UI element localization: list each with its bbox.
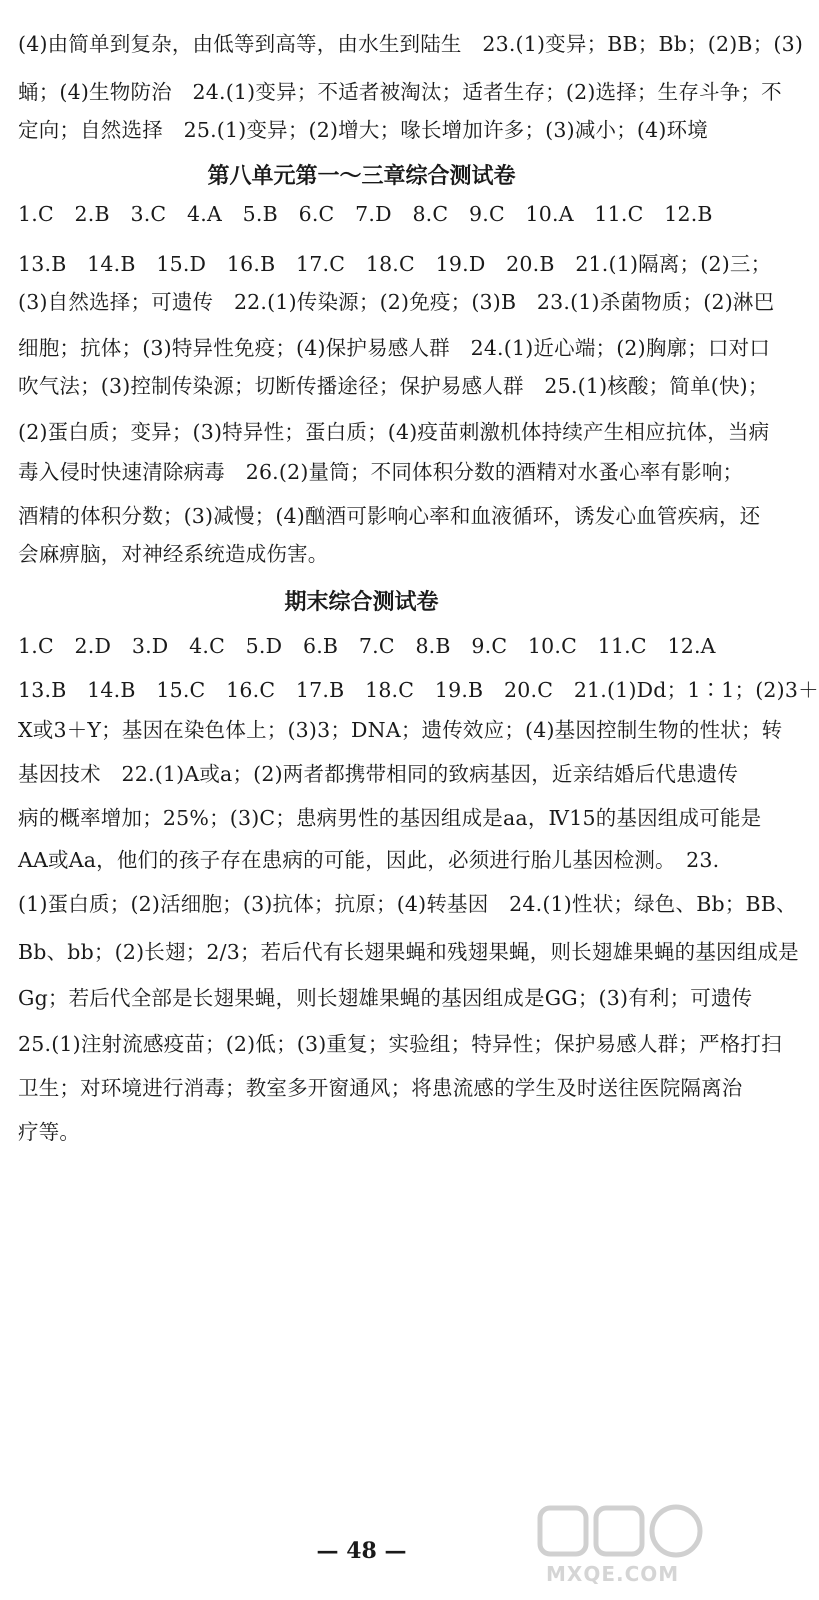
page-number: — 48 — <box>316 1538 407 1564</box>
answer-line: Gg；若后代全部是长翅果蝇，则长翅雄果蝇的基因组成是GG；(3)有利；可遗传 <box>18 986 753 1010</box>
answer-line: 吹气法；(3)控制传染源；切断传播途径；保护易感人群 25.(1)核酸；简单(快)； <box>18 374 769 398</box>
answer-line: AA或Aa，他们的孩子存在患病的可能，因此，必须进行胎儿基因检测。 23. <box>18 848 720 872</box>
answer-line: 13.B 14.B 15.D 16.B 17.C 18.C 19.D 20.B 21.(1)隔离；(2)三； <box>18 252 772 276</box>
section-title: 期末综合测试卷 <box>284 590 439 615</box>
answer-line: (2)蛋白质；变异；(3)特异性；蛋白质；(4)疫苗刺激机体持续产生相应抗体，当病 <box>18 420 770 444</box>
answer-line: 会麻痹脑，对神经系统造成伤害。 <box>18 542 329 566</box>
answer-line: 卫生；对环境进行消毒；教室多开窗通风；将患流感的学生及时送往医院隔离治 <box>18 1076 743 1100</box>
answer-line: 毒入侵时快速清除病毒 26.(2)量筒；不同体积分数的酒精对水蚤心率有影响； <box>18 460 744 484</box>
answer-line: 1.C 2.B 3.C 4.A 5.B 6.C 7.D 8.C 9.C 10.A 11.C 12.B <box>18 202 713 226</box>
answer-line: 酒精的体积分数；(3)减慢；(4)酗酒可影响心率和血液循环，诱发心血管疾病，还 <box>18 504 761 528</box>
answer-line: (3)自然选择；可遗传 22.(1)传染源；(2)免疫；(3)B 23.(1)杀菌物质；(2)淋巴 <box>18 290 775 314</box>
answer-line: Bb、bb；(2)长翅；2/3；若后代有长翅果蝇和残翅果蝇，则长翅雄果蝇的基因组成是 <box>18 940 799 964</box>
answer-line: 25.(1)注射流感疫苗；(2)低；(3)重复；实验组；特异性；保护易感人群；严格打扫 <box>18 1032 782 1056</box>
answer-line: X或3＋Y；基因在染色体上；(3)3；DNA；遗传效应；(4)基因控制生物的性状；转 <box>18 718 783 742</box>
answer-line: (4)由简单到复杂，由低等到高等，由水生到陆生 23.(1)变异；BB；Bb；(2)B；(3) <box>18 32 804 56</box>
answer-line: 病的概率增加；25%；(3)C；患病男性的基因组成是aa，Ⅳ15的基因组成可能是 <box>18 806 762 830</box>
answer-line: 定向；自然选择 25.(1)变异；(2)增大；喙长增加许多；(3)减小；(4)环境 <box>18 118 708 142</box>
answer-line: 1.C 2.D 3.D 4.C 5.D 6.B 7.C 8.B 9.C 10.C 11.C 12.A <box>18 634 716 658</box>
answer-line: 基因技术 22.(1)A或a；(2)两者都携带相同的致病基因，近亲结婚后代患遗传 <box>18 762 739 786</box>
answer-line: (1)蛋白质；(2)活细胞；(3)抗体；抗原；(4)转基因 24.(1)性状；绿色、Bb；BB、 <box>18 892 797 916</box>
answer-line: 13.B 14.B 15.C 16.C 17.B 18.C 19.B 20.C 21.(1)Dd；1∶1；(2)3＋ <box>18 678 819 702</box>
answer-line: 疗等。 <box>18 1120 81 1144</box>
answer-line: 蛹；(4)生物防治 24.(1)变异；不适者被淘汰；适者生存；(2)选择；生存斗争；不 <box>18 80 782 104</box>
watermark-text: MXQE.COM <box>546 1562 680 1586</box>
answer-line: 细胞；抗体；(3)特异性免疫；(4)保护易感人群 24.(1)近心端；(2)胸廓；口对口 <box>18 336 771 360</box>
section-title: 第八单元第一～三章综合测试卷 <box>207 164 516 189</box>
